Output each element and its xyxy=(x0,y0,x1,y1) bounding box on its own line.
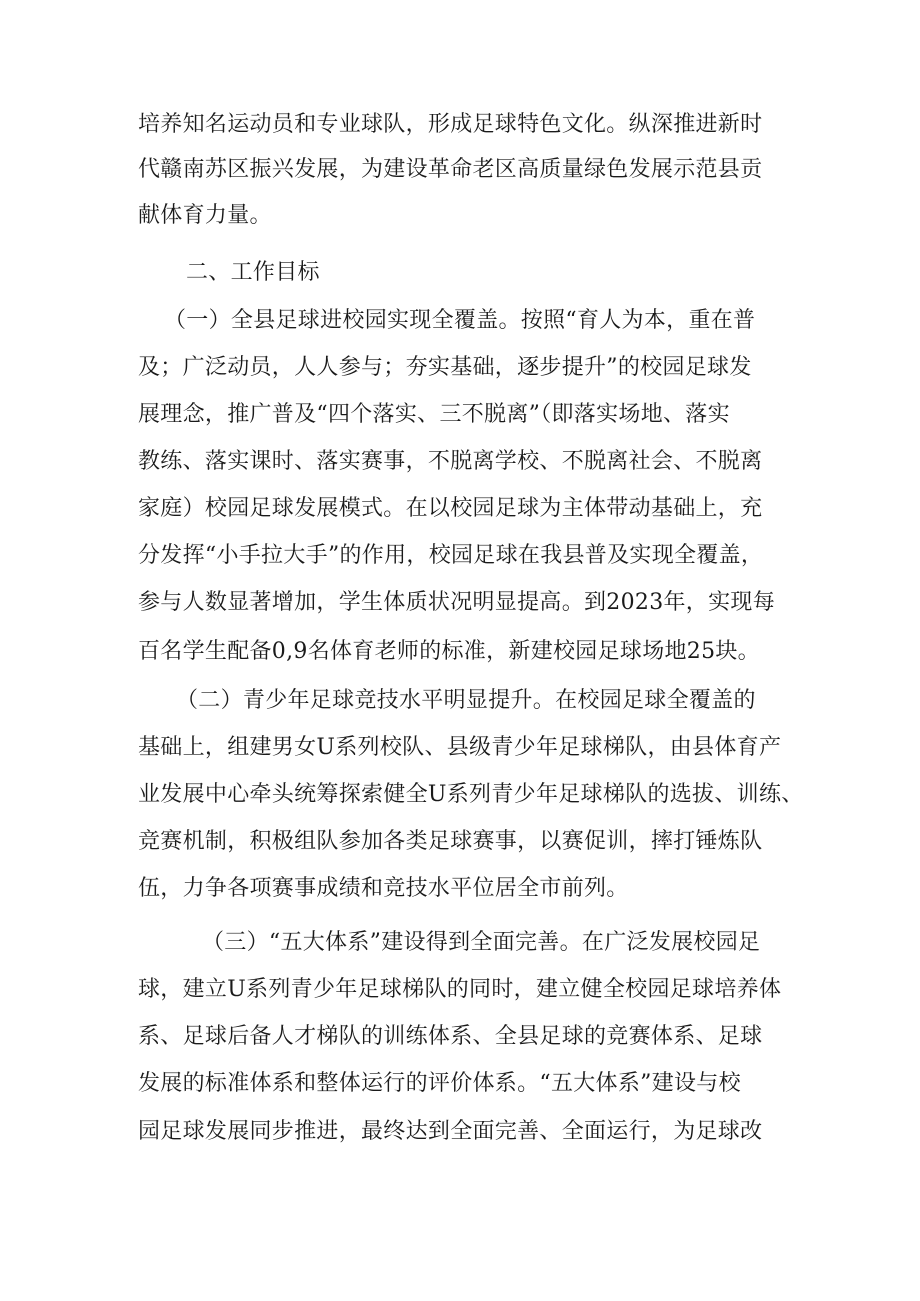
text-line: 业发展中心牵头统筹探索健全U系列青少年足球梯队的选拔、训练、 xyxy=(138,782,804,807)
text-line: 竞赛机制，积极组队参加各类足球赛事，以赛促训，摔打锤炼队 xyxy=(138,829,763,854)
text-line: 代赣南苏区振兴发展，为建设革命老区高质量绿色发展示范县贡 xyxy=(138,157,763,182)
text-line: 献体育力量。 xyxy=(138,203,272,228)
text-line: 展理念，推广普及“四个落实、三不脱离”（即落实场地、落实 xyxy=(138,402,730,427)
text-line: （三）“五大体系”建设得到全面完善。在广泛发展校园足 xyxy=(202,930,761,955)
text-line: 及；广泛动员，人人参与；夯实基础，逐步提升”的校园足球发 xyxy=(138,355,752,380)
text-line: 球，建立U系列青少年足球梯队的同时，建立健全校园足球培养体 xyxy=(138,977,782,1002)
text-line: 发展的标准体系和整体运行的评价体系。“五大体系”建设与校 xyxy=(138,1071,741,1096)
text-line: 家庭）校园足球发展模式。在以校园足球为主体带动基础上，充 xyxy=(138,496,763,521)
text-line: 参与人数显著增加，学生体质状况明显提高。到2023年，实现每 xyxy=(138,590,775,615)
text-line: （一）全县足球进校园实现全覆盖。按照“育人为本，重在普 xyxy=(164,308,756,333)
text-line: 分发挥“小手拉大手”的作用，校园足球在我县普及实现全覆盖， xyxy=(138,543,764,568)
text-line: 百名学生配备0,9名体育老师的标准，新建校园足球场地25块。 xyxy=(138,639,760,664)
text-line: 系、足球后备人才梯队的训练体系、全县足球的竞赛体系、足球 xyxy=(138,1024,763,1049)
text-line: （二）青少年足球竞技水平明显提升。在校园足球全覆盖的 xyxy=(176,688,756,713)
text-line: 培养知名运动员和专业球队，形成足球特色文化。纵深推进新时 xyxy=(138,112,763,137)
text-line: 教练、落实课时、落实赛事，不脱离学校、不脱离社会、不脱离 xyxy=(138,449,763,474)
section-heading: 二、工作目标 xyxy=(186,260,320,285)
text-line: 基础上，组建男女U系列校队、县级青少年足球梯队，由县体育产 xyxy=(138,735,782,760)
text-line: 伍，力争各项赛事成绩和竞技水平位居全市前列。 xyxy=(138,876,629,901)
text-line: 园足球发展同步推进，最终达到全面完善、全面运行，为足球改 xyxy=(138,1119,763,1144)
